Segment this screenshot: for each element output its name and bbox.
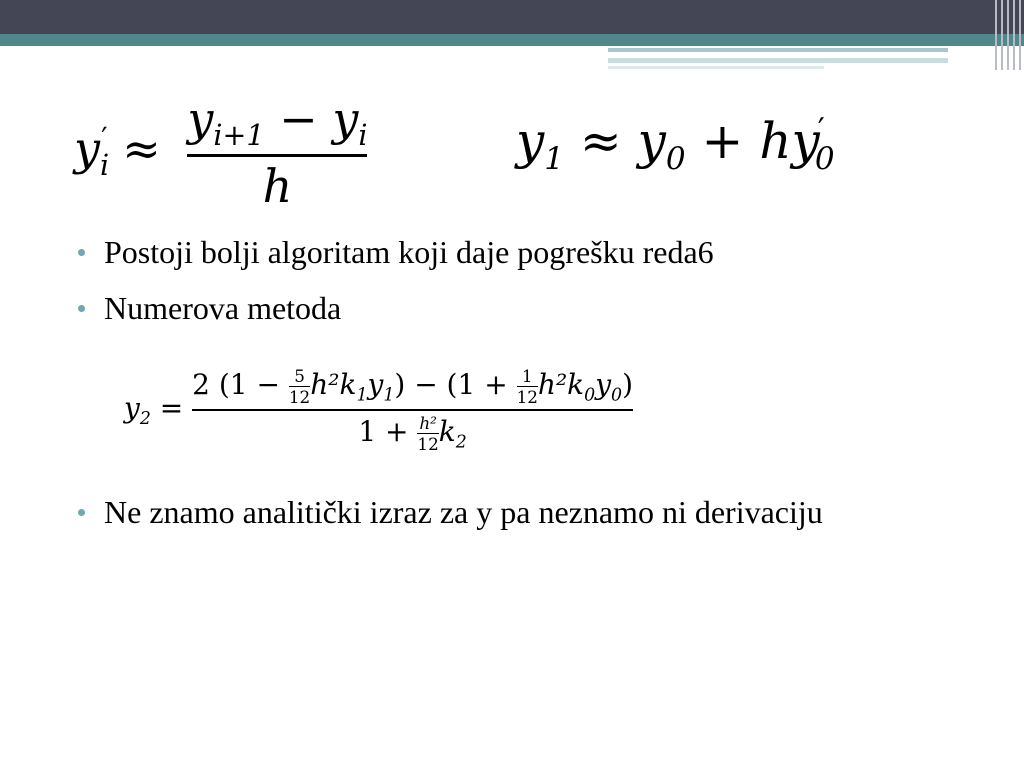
bullet-item: Postoji bolji algoritam koji daje pogrešku reda6 [76,234,944,270]
bullet-item: Ne znamo analitički izraz za y pa neznamo ni derivaciju [76,494,944,530]
header-vertical-stripes [993,0,1024,70]
header-bar [0,0,1024,34]
header-accent-line [608,58,948,63]
formula-euler-step: $y_1 \approx y_0 + hy'_0$ [516,112,835,177]
header-accent-band [0,34,1024,46]
bullet-list-top [76,234,944,346]
formula-numerov: $y_2$ = 2 (1 − $\frac{5}{12}$ $h^2k_1y_1) - (1$ + $\frac{1}{12}$ $h^2k_0y_0$) 1 + $\frac{\text{h²}}{12}$ $k_2$ [124,366,634,454]
header-accent-line [608,66,824,69]
derivative-fraction: $\frac{y_{i+1} - y_i}{h}$ [187,92,368,214]
formula-derivative-approx: $y_i'$ ≈ $\frac{y_{i+1} - y_i}{h}$ [74,92,368,214]
numerov-main-fraction: 2 (1 − $\frac{5}{12}$ $h^2k_1y_1) - (1$ + $\frac{1}{12}$ $h^2k_0y_0$) 1 + $\frac{\text{h²}}{12}$ $k_2$ [192,366,634,454]
bullet-list-bottom [76,494,944,550]
bullet-item: Numerova metoda [76,290,944,326]
header-accent-line [608,48,948,52]
